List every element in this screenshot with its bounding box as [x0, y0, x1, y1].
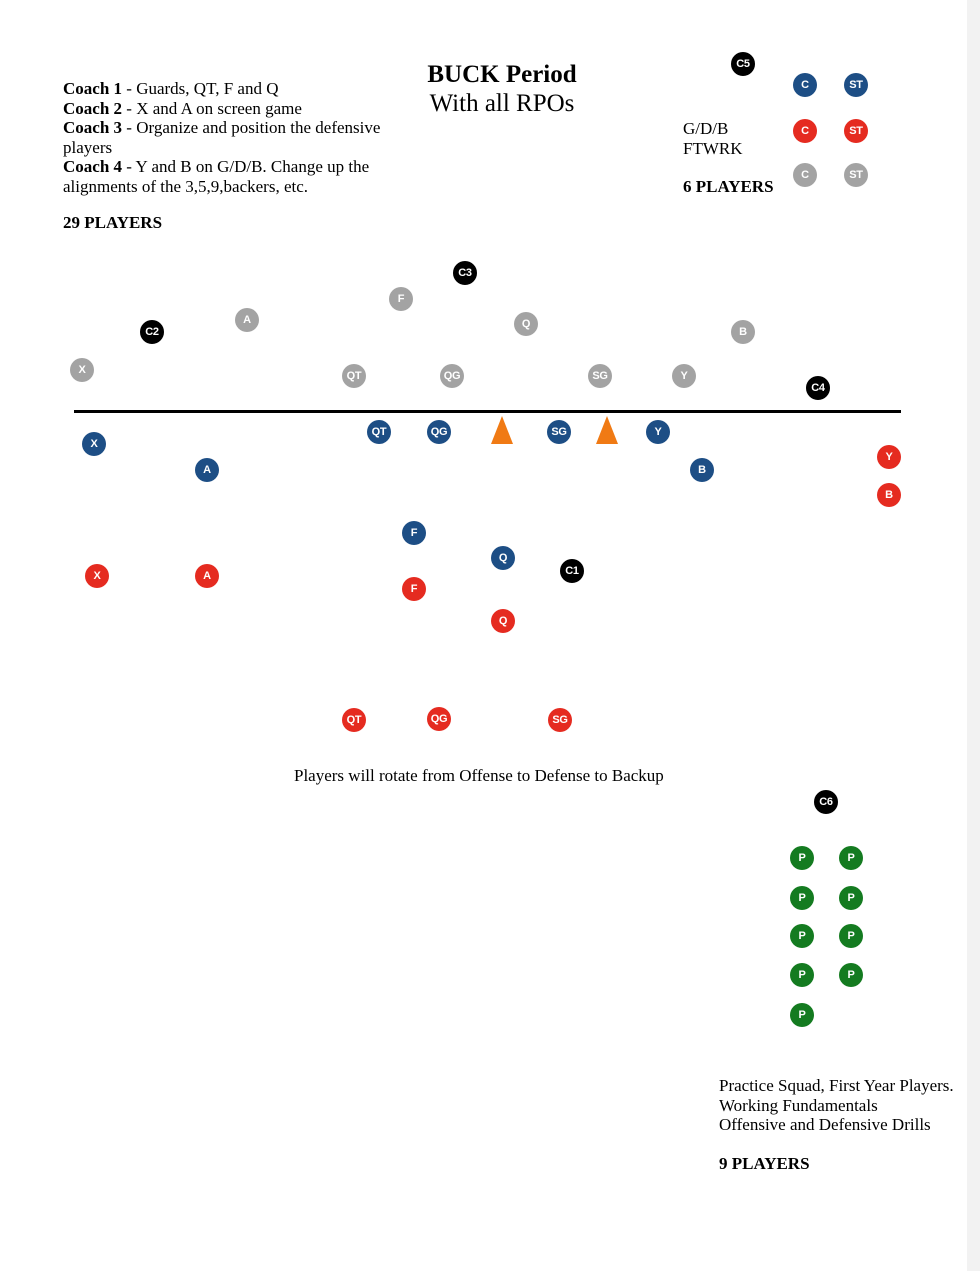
- coaches-notes: [63, 79, 383, 196]
- practice-player-marker: P: [839, 963, 863, 987]
- gdb-line-1: G/D/B: [683, 119, 729, 138]
- cone-icon: [491, 416, 513, 444]
- scout-player-marker: B: [731, 320, 755, 344]
- coach-note-text: - X and A on screen game: [122, 98, 302, 118]
- line-of-scrimmage: [74, 410, 901, 413]
- defense-player-marker: X: [85, 564, 109, 588]
- scout-player-marker: QT: [342, 364, 366, 388]
- scout-player-marker: ST: [844, 163, 868, 187]
- defense-player-marker: Y: [877, 445, 901, 469]
- practice-players-count: 9 PLAYERS: [719, 1154, 810, 1173]
- practice-line-2: Working Fundamentals: [719, 1095, 878, 1115]
- defense-player-marker: SG: [548, 708, 572, 732]
- defense-player-marker: F: [402, 577, 426, 601]
- scout-player-marker: A: [235, 308, 259, 332]
- coach-note-label: Coach 3: [63, 118, 123, 137]
- scout-player-marker: QG: [440, 364, 464, 388]
- coach-marker: C6: [814, 790, 838, 814]
- practice-player-marker: P: [839, 924, 863, 948]
- gdb-group-label: [683, 119, 743, 158]
- rotation-note: Players will rotate from Offense to Defense to Backup: [294, 766, 664, 785]
- defense-player-marker: A: [195, 564, 219, 588]
- coach-note: [63, 79, 383, 99]
- offense-player-marker: ST: [844, 73, 868, 97]
- scout-player-marker: X: [70, 358, 94, 382]
- practice-player-marker: P: [790, 1003, 814, 1027]
- scout-player-marker: SG: [588, 364, 612, 388]
- offense-player-marker: QG: [427, 420, 451, 444]
- offense-player-marker: Q: [491, 546, 515, 570]
- scout-player-marker: F: [389, 287, 413, 311]
- practice-player-marker: P: [790, 886, 814, 910]
- coach-marker: C3: [453, 261, 477, 285]
- total-players-count: 29 PLAYERS: [63, 213, 163, 232]
- defense-player-marker: QT: [342, 708, 366, 732]
- defense-player-marker: C: [793, 119, 817, 143]
- coach-note: [63, 157, 383, 196]
- offense-player-marker: SG: [547, 420, 571, 444]
- coach-note: [63, 118, 383, 157]
- coach-note: [63, 99, 383, 119]
- coach-marker: C2: [140, 320, 164, 344]
- scout-player-marker: C: [793, 163, 817, 187]
- practice-player-marker: P: [839, 886, 863, 910]
- gdb-players-count: 6 PLAYERS: [683, 177, 774, 196]
- coach-note-label: Coach 4: [63, 157, 123, 176]
- coach-marker: C4: [806, 376, 830, 400]
- practice-player-marker: P: [790, 924, 814, 948]
- title-main: BUCK Period: [427, 61, 577, 88]
- diagram-title: [402, 60, 602, 118]
- gdb-line-2: FTWRK: [683, 138, 743, 158]
- coach-note-label: Coach 2: [63, 98, 123, 118]
- scout-player-marker: Y: [672, 364, 696, 388]
- defense-player-marker: QG: [427, 707, 451, 731]
- scout-player-marker: Q: [514, 312, 538, 336]
- offense-player-marker: C: [793, 73, 817, 97]
- defense-player-marker: B: [877, 483, 901, 507]
- coach-note-text: - Y and B on G/D/B. Change up the alignments of the 3,5,9,backers, etc.: [63, 157, 370, 196]
- practice-line-3: Offensive and Defensive Drills: [719, 1115, 931, 1134]
- cone-icon: [596, 416, 618, 444]
- offense-player-marker: A: [195, 458, 219, 482]
- practice-player-marker: P: [790, 963, 814, 987]
- coach-note-label: Coach 1: [63, 79, 123, 98]
- practice-line-1: Practice Squad, First Year Players.: [719, 1076, 954, 1095]
- practice-player-marker: P: [839, 846, 863, 870]
- title-sub: With all RPOs: [429, 90, 575, 117]
- coach-marker: C1: [560, 559, 584, 583]
- coach-marker: C5: [731, 52, 755, 76]
- offense-player-marker: X: [82, 432, 106, 456]
- defense-player-marker: ST: [844, 119, 868, 143]
- practice-player-marker: P: [790, 846, 814, 870]
- offense-player-marker: F: [402, 521, 426, 545]
- coach-note-text: - Organize and position the defensive players: [63, 118, 381, 157]
- offense-player-marker: QT: [367, 420, 391, 444]
- coach-note-text: - Guards, QT, F and Q: [122, 79, 279, 98]
- offense-player-marker: B: [690, 458, 714, 482]
- practice-squad-note: [719, 1076, 954, 1135]
- page-edge: [967, 0, 980, 1271]
- defense-player-marker: Q: [491, 609, 515, 633]
- offense-player-marker: Y: [646, 420, 670, 444]
